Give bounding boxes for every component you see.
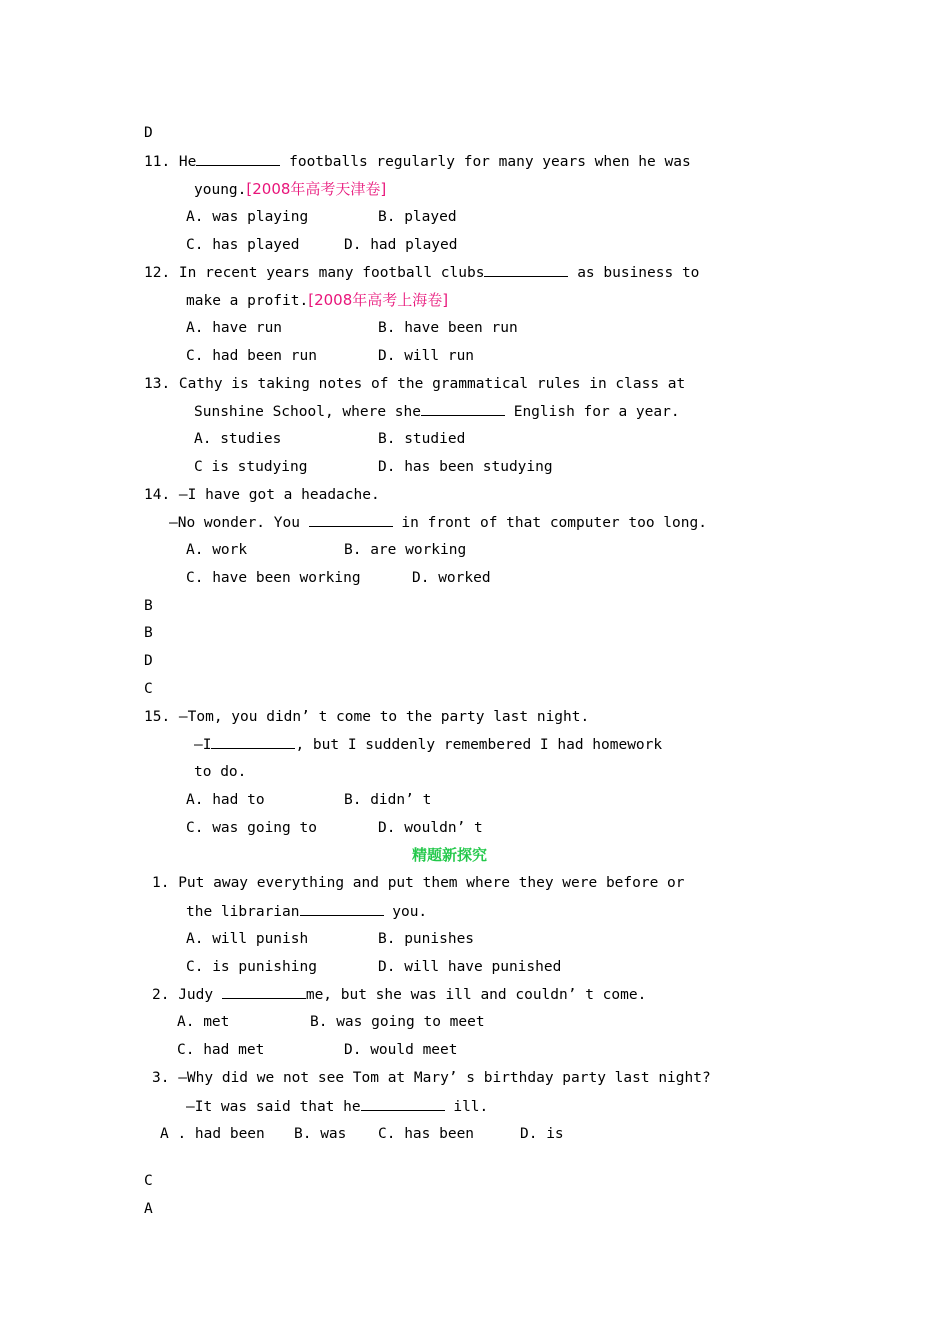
answer-top: D [144, 125, 153, 141]
source-tag: [2008年高考上海卷] [308, 291, 449, 309]
source-tag: [2008年高考天津卷] [246, 180, 387, 198]
new-question-1-line-1: 1. Put away everything and put them where they were before or [152, 875, 685, 891]
question-13-line-1: 13. Cathy is taking notes of the grammatical rules in class at [144, 376, 686, 392]
option-d[interactable]: D. has been studying [378, 459, 553, 475]
question-text: you. [383, 904, 428, 920]
question-15-line-1: 15. —Tom, you didn’ t come to the party last night. [144, 709, 590, 725]
option-d[interactable]: D. will run [378, 348, 475, 364]
option-d[interactable]: D. will have punished [378, 959, 562, 975]
option-b[interactable]: B. studied [378, 431, 466, 447]
option-b[interactable]: B. are working [344, 542, 467, 558]
question-text: Sunshine School, where she [194, 404, 421, 420]
question-text: —I [194, 737, 212, 753]
answer-blank[interactable] [361, 1096, 445, 1111]
question-text: —No wonder. You [169, 515, 309, 531]
answer-key-item: C [144, 1173, 153, 1189]
answer-key-item: D [144, 653, 153, 669]
option-d[interactable]: D. had played [344, 237, 458, 253]
option-c[interactable]: C. has played [186, 237, 300, 253]
question-text: young. [194, 182, 247, 198]
question-14-line-1: 14. —I have got a headache. [144, 487, 380, 503]
option-d[interactable]: D. would meet [344, 1042, 458, 1058]
question-text: in front of that computer too long. [392, 515, 707, 531]
answer-blank[interactable] [222, 984, 306, 999]
question-11-line-1 [144, 151, 691, 172]
new-question-2-line-1 [152, 984, 646, 1005]
answer-key-item: B [144, 598, 153, 614]
question-13-line-2 [194, 401, 680, 422]
option-b[interactable]: B. was [294, 1126, 347, 1142]
question-text: 2. Judy [152, 987, 222, 1003]
option-c[interactable]: C. had met [177, 1042, 265, 1058]
question-text: 12. In recent years many football clubs [144, 265, 485, 281]
question-15-line-3: to do. [194, 764, 247, 780]
option-c[interactable]: C. had been run [186, 348, 317, 364]
option-a[interactable]: A. studies [194, 431, 282, 447]
answer-blank[interactable] [211, 734, 295, 749]
option-c[interactable]: C is studying [194, 459, 308, 475]
option-a[interactable]: A. was playing [186, 209, 309, 225]
option-b[interactable]: B. have been run [378, 320, 518, 336]
new-question-3-line-2 [186, 1096, 488, 1117]
option-c[interactable]: C. have been working [186, 570, 361, 586]
question-15-line-2 [194, 734, 662, 755]
option-d[interactable]: D. worked [412, 570, 491, 586]
option-b[interactable]: B. played [378, 209, 457, 225]
answer-blank[interactable] [421, 401, 505, 416]
option-c[interactable]: C. was going to [186, 820, 317, 836]
question-text: make a profit. [186, 293, 309, 309]
option-c[interactable]: C. has been [378, 1126, 475, 1142]
option-a[interactable]: A. met [177, 1014, 230, 1030]
answer-blank[interactable] [300, 901, 384, 916]
option-b[interactable]: B. was going to meet [310, 1014, 485, 1030]
answer-blank[interactable] [309, 512, 393, 527]
question-text: ill. [444, 1099, 489, 1115]
question-text: as business to [568, 265, 700, 281]
option-a[interactable]: A . had been [160, 1126, 265, 1142]
option-b[interactable]: B. didn’ t [344, 792, 432, 808]
answer-blank[interactable] [484, 262, 568, 277]
option-d[interactable]: D. wouldn’ t [378, 820, 483, 836]
answer-key-item: C [144, 681, 153, 697]
new-question-1-line-2 [186, 901, 427, 922]
question-text: me, but she was ill and couldn’ t come. [305, 987, 647, 1003]
question-text: 11. He [144, 154, 197, 170]
option-a[interactable]: A. will punish [186, 931, 309, 947]
section-heading: 精题新探究 [412, 846, 488, 864]
answer-blank[interactable] [196, 151, 280, 166]
answer-key-item: B [144, 625, 153, 641]
option-a[interactable]: A. had to [186, 792, 265, 808]
question-text: the librarian [186, 904, 300, 920]
option-a[interactable]: A. have run [186, 320, 283, 336]
question-text: footballs regularly for many years when he was [280, 154, 691, 170]
question-text: , but I suddenly remembered I had homework [295, 737, 663, 753]
question-12-line-1 [144, 262, 699, 283]
option-d[interactable]: D. is [520, 1126, 564, 1142]
option-c[interactable]: C. is punishing [186, 959, 317, 975]
new-question-3-line-1: 3. —Why did we not see Tom at Mary’ s birthday party last night? [152, 1070, 711, 1086]
option-b[interactable]: B. punishes [378, 931, 475, 947]
question-text: English for a year. [504, 404, 680, 420]
question-text: —It was said that he [186, 1099, 361, 1115]
question-11-line-2 [194, 179, 386, 200]
question-12-line-2 [186, 290, 448, 311]
option-a[interactable]: A. work [186, 542, 248, 558]
question-14-line-2 [169, 512, 707, 533]
answer-key-item: A [144, 1201, 153, 1217]
